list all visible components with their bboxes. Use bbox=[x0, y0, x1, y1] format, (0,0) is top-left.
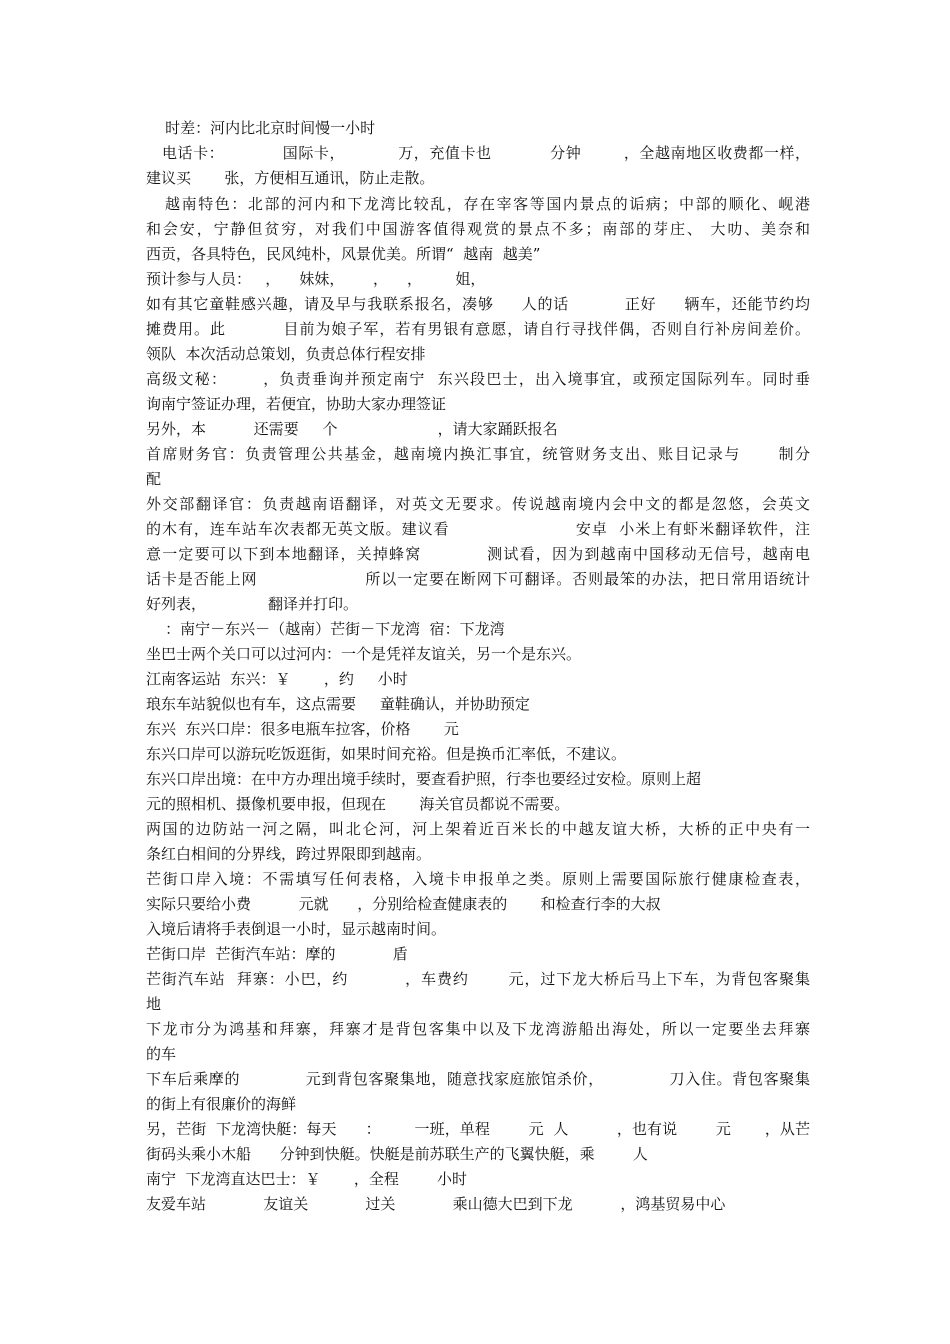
text-line: 的木有，连车站车次表都无英文版。建议看 安卓 小米上有虾米翻译软件，注 bbox=[146, 520, 810, 538]
text-line: 询南宁签证办理，若便宜，协助大家办理签证 bbox=[146, 395, 447, 413]
text-line: 的街上有很廉价的海鲜 bbox=[146, 1095, 297, 1113]
text-line: 外交部翻译官：负责越南语翻译，对英文无要求。传说越南境内会中文的都是忽悠，会英文 bbox=[146, 495, 810, 513]
text-line: 首席财务官：负责管理公共基金，越南境内换汇事宜，统管财务支出、账目记录与 制分 bbox=[146, 445, 810, 463]
text-line: 实际只要给小费 元就 ，分别给检查健康表的 和检查行李的大叔 bbox=[146, 895, 661, 913]
text-line: 西贡，各具特色，民风纯朴，风景优美。所谓“ 越南 越美” bbox=[146, 245, 541, 263]
text-line: 元的照相机、摄像机要申报，但现在 海关官员都说不需要。 bbox=[146, 795, 570, 813]
text-line: 东兴口岸出境：在中方办理出境手续时，要查看护照，行李也要经过安检。原则上超 bbox=[146, 770, 702, 788]
text-line: 的车 bbox=[146, 1045, 177, 1063]
text-line: 另外，本 还需要 个 ，请大家踊跃报名 bbox=[146, 420, 558, 438]
text-line: 芒街口岸入境：不需填写任何表格，入境卡申报单之类。原则上需要国际旅行健康检查表， bbox=[146, 870, 810, 888]
text-line: 南宁 下龙湾直达巴士：￥ ，全程 小时 bbox=[146, 1170, 468, 1188]
text-line: 友爱车站 友谊关 过关 乘山德大巴到下龙 ，鸿基贸易中心 bbox=[146, 1195, 726, 1213]
text-line: 时差：河内比北京时间慢一小时 bbox=[146, 119, 376, 137]
text-line: 东兴 东兴口岸：很多电瓶车拉客，价格 元 bbox=[146, 720, 459, 738]
text-line: 地 bbox=[146, 995, 162, 1013]
text-line: 越南特色：北部的河内和下龙湾比较乱，存在宰客等国内景点的诟病；中部的顺化、岘港 bbox=[146, 195, 810, 213]
text-line: 下龙市分为鸿基和拜寨，拜寨才是背包客集中以及下龙湾游船出海处，所以一定要坐去拜寨 bbox=[146, 1020, 810, 1038]
text-line: 话卡是否能上网 所以一定要在断网下可翻译。否则最笨的办法，把日常用语统计 bbox=[146, 570, 810, 588]
text-line: 好列表， 翻译并打印。 bbox=[146, 595, 358, 613]
text-line: 江南客运站 东兴：￥ ，约 小时 bbox=[146, 670, 408, 688]
text-line: 摊费用。此 目前为娘子军，若有男银有意愿，请自行寻找伴偶，否则自行补房间差价。 bbox=[146, 320, 810, 338]
text-line: 街码头乘小木船 分钟到快艇。快艇是前苏联生产的飞翼快艇，乘 人 bbox=[146, 1145, 648, 1163]
text-line: 高级文秘： ，负责垂询并预定南宁 东兴段巴士，出入境事宜，或预定国际列车。同时垂 bbox=[146, 370, 810, 388]
text-line: 电话卡： 国际卡， 万，充值卡也 分钟 ，全越南地区收费都一样， bbox=[146, 144, 810, 162]
text-line: 东兴口岸可以游玩吃饭逛街，如果时间充裕。但是换币汇率低，不建议。 bbox=[146, 745, 627, 763]
text-line: 另，芒街 下龙湾快艇：每天 ： 一班，单程 元 人 ，也有说 元 ，从芒 bbox=[146, 1120, 810, 1138]
text-line: 芒街口岸 芒街汽车站：摩的 盾 bbox=[146, 945, 408, 963]
text-line: 建议买 张，方便相互通讯，防止走散。 bbox=[146, 169, 435, 187]
text-line: 芒街汽车站 拜寨：小巴，约 ，车费约 元，过下龙大桥后马上下车，为背包客聚集 bbox=[146, 970, 810, 988]
text-line: ：南宁－东兴－（越南）芒街－下龙湾 宿：下龙湾 bbox=[146, 620, 505, 638]
text-line: 如有其它童鞋感兴趣，请及早与我联系报名，凑够 人的话 正好 辆车，还能节约均 bbox=[146, 295, 810, 313]
text-line: 入境后请将手表倒退一小时，显示越南时间。 bbox=[146, 920, 447, 938]
text-line: 下车后乘摩的 元到背包客聚集地，随意找家庭旅馆杀价， 刀入住。背包客聚集 bbox=[146, 1070, 810, 1088]
text-line: 和会安，宁静但贫穷，对我们中国游客值得观赏的景点不多；南部的芽庄、 大叻、美奈和 bbox=[146, 220, 810, 238]
text-line: 两国的边防站一河之隔，叫北仑河，河上架着近百米长的中越友谊大桥，大桥的正中央有一 bbox=[146, 820, 810, 838]
text-line: 坐巴士两个关口可以过河内：一个是凭祥友谊关，另一个是东兴。 bbox=[146, 645, 582, 663]
text-line: 领队 本次活动总策划，负责总体行程安排 bbox=[146, 345, 426, 363]
text-line: 配 bbox=[146, 470, 162, 488]
text-line: 条红白相间的分界线，跨过界限即到越南。 bbox=[146, 845, 432, 863]
text-line: 琅东车站貌似也有车，这点需要 童鞋确认，并协助预定 bbox=[146, 695, 530, 713]
text-line: 意一定要可以下到本地翻译，关掉蜂窝 测试看，因为到越南中国移动无信号，越南电 bbox=[146, 545, 810, 563]
text-line: 预计参与人员： ， 妹妹， ， ， 姐， bbox=[146, 270, 486, 288]
